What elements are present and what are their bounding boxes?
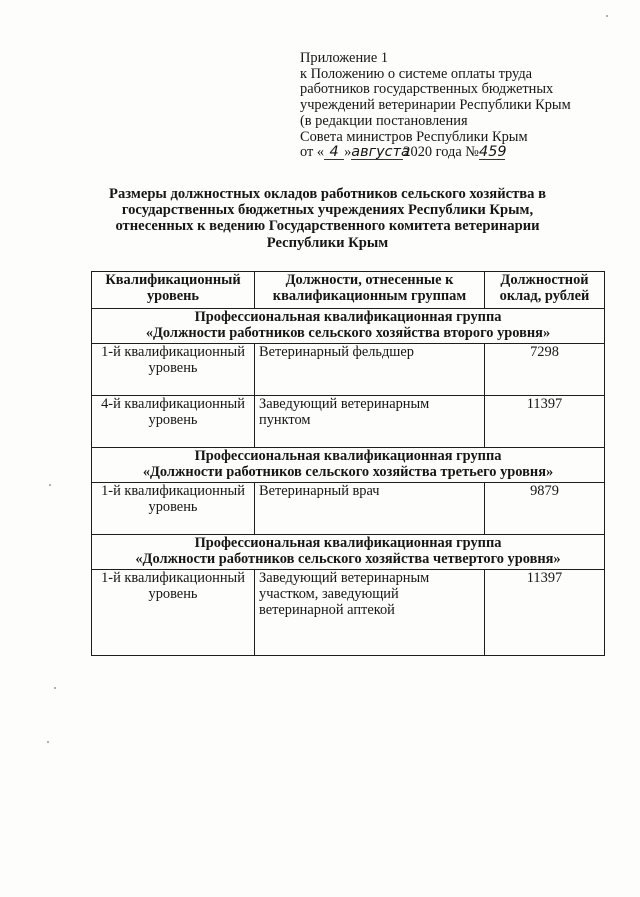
salary-cell: 11397 bbox=[485, 396, 605, 448]
scan-speck bbox=[49, 484, 51, 486]
date-mid: » bbox=[344, 144, 352, 161]
table-row bbox=[92, 396, 605, 448]
group-row bbox=[92, 535, 605, 570]
position-cell: Ветеринарный врач bbox=[255, 483, 485, 535]
position-cell: Ветеринарный фельдшер bbox=[255, 344, 485, 396]
level-cell: 1-й квалификационный уровень bbox=[92, 483, 255, 535]
appendix-header bbox=[300, 51, 620, 161]
salary-cell: 11397 bbox=[485, 570, 605, 656]
date-year: 2020 года № bbox=[403, 144, 480, 161]
group-heading-line: Профессиональная квалификационная группа bbox=[194, 448, 502, 464]
group-heading-line: Профессиональная квалификационная группа bbox=[194, 535, 502, 551]
table-row bbox=[92, 344, 605, 396]
group-heading-line: Профессиональная квалификационная группа bbox=[194, 309, 502, 325]
document-title: Размеры должностных окладов работников сельского хозяйства в государственных бюджетных учреждениях Республики Крым, отнесенных к ведению Государственного комитета ветеринарии Республики Крым bbox=[109, 186, 546, 251]
header-position: Должности, отнесенные к квалификационным группам bbox=[255, 272, 485, 309]
handwritten-month: августа bbox=[351, 144, 410, 161]
appendix-date-line bbox=[300, 145, 620, 161]
group-row bbox=[92, 309, 605, 344]
header-level: Квалификационный уровень bbox=[92, 272, 255, 309]
group-heading-line: «Должности работников сельского хозяйства четвертого уровня» bbox=[135, 550, 561, 567]
group-heading-line: «Должности работников сельского хозяйства третьего уровня» bbox=[142, 463, 554, 480]
salary-table bbox=[91, 271, 605, 656]
date-prefix: от « bbox=[300, 144, 325, 161]
table-row bbox=[92, 570, 605, 656]
level-cell: 1-й квалификационный уровень bbox=[92, 570, 255, 656]
position-cell: Заведующий ветеринарным участком, заведующий ветеринарной аптекой bbox=[255, 570, 485, 656]
group-heading bbox=[92, 448, 605, 483]
appendix-line: работников государственных бюджетных bbox=[300, 81, 554, 98]
handwritten-number: 459 bbox=[479, 144, 507, 161]
appendix-line: Совета министров Республики Крым bbox=[300, 128, 528, 145]
header-salary: Должностной оклад, рублей bbox=[485, 272, 605, 309]
handwritten-day: 4 bbox=[324, 146, 344, 160]
salary-cell: 7298 bbox=[485, 344, 605, 396]
group-heading bbox=[92, 535, 605, 570]
group-heading-line: «Должности работников сельского хозяйства второго уровня» bbox=[145, 324, 551, 341]
appendix-line: учреждений ветеринарии Республики Крым bbox=[300, 97, 571, 114]
scan-speck bbox=[47, 741, 49, 743]
group-heading bbox=[92, 309, 605, 344]
level-cell: 4-й квалификационный уровень bbox=[92, 396, 255, 448]
table-row bbox=[92, 483, 605, 535]
scan-speck bbox=[54, 687, 56, 689]
position-cell: Заведующий ветеринарным пунктом bbox=[255, 396, 485, 448]
group-row bbox=[92, 448, 605, 483]
scan-speck bbox=[606, 15, 608, 17]
appendix-line: (в редакции постановления bbox=[300, 112, 468, 129]
level-cell: 1-й квалификационный уровень bbox=[92, 344, 255, 396]
appendix-line: к Положению о системе оплаты труда bbox=[300, 65, 533, 82]
salary-cell: 9879 bbox=[485, 483, 605, 535]
table-header-row bbox=[92, 272, 605, 309]
appendix-line: Приложение 1 bbox=[300, 50, 389, 66]
